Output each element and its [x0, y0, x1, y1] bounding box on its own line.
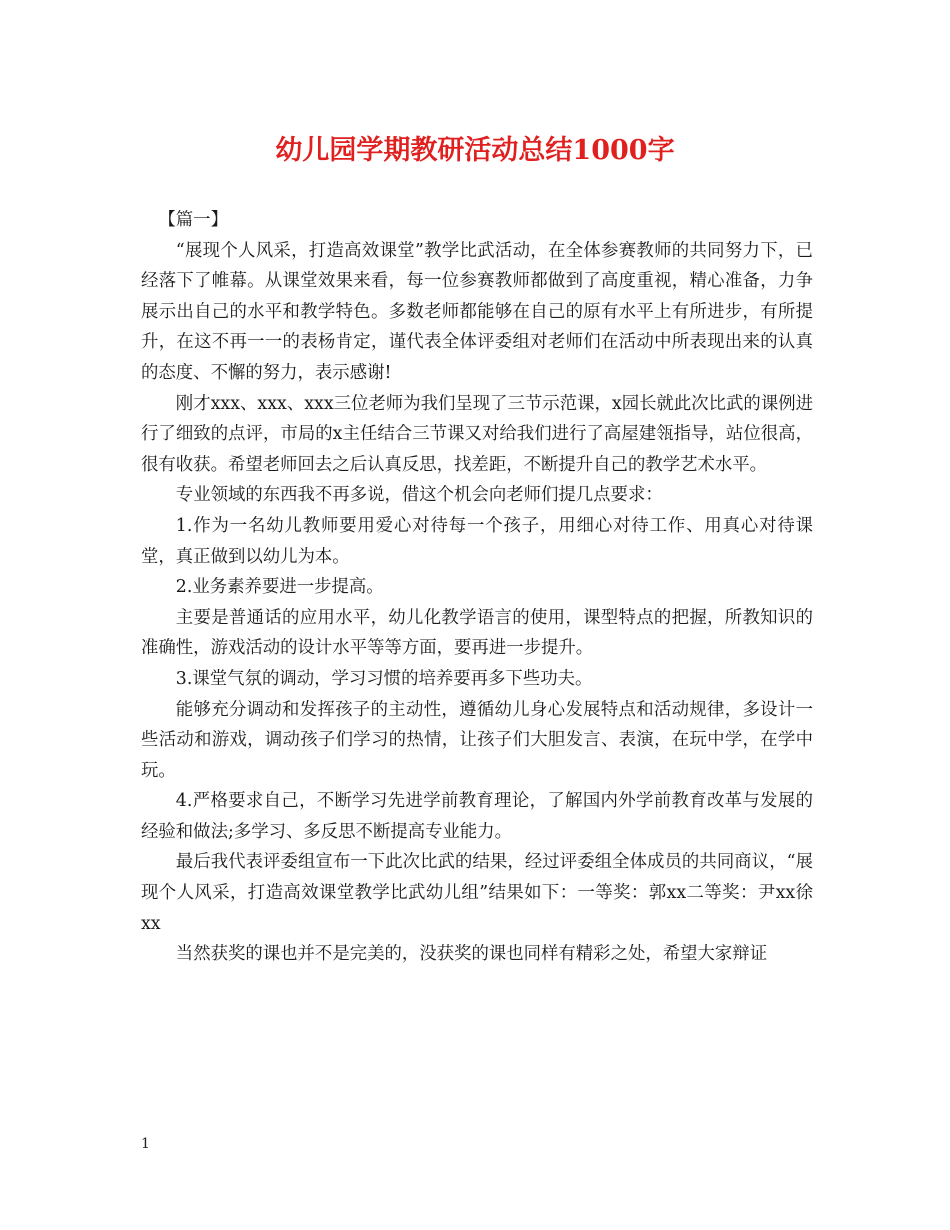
paragraph: 1.作为一名幼儿教师要用爱心对待每一个孩子，用细心对待工作、用真心对待课堂，真正做到以幼儿为本。 — [141, 515, 813, 567]
document-body — [141, 205, 813, 970]
paragraph: 2.业务素养要进一步提高。 — [175, 577, 384, 598]
page-number: 1 — [141, 1136, 150, 1152]
paragraph: 当然获奖的课也并不是完美的，没获奖的课也同样有精彩之处，希望大家辩证 — [175, 944, 768, 965]
paragraph: 3.课堂气氛的调动，学习习惯的培养要再多下些功夫。 — [175, 668, 593, 689]
document-title: 幼儿园学期教研活动总结1000字 — [275, 135, 675, 166]
paragraph: 主要是普通话的应用水平，幼儿化教学语言的使用，课型特点的把握，所教知识的准确性，游戏活动的设计水平等等方面，要再进一步提升。 — [141, 607, 813, 659]
paragraph: 刚才xxx、xxx、xxx三位老师为我们呈现了三节示范课，x园长就此次比武的课例进行了细致的点评，市局的x主任结合三节课又对给我们进行了高屋建瓴指导，站位很高，很有收获。希望老师回去之后认真反思，找差距，不断提升自己的教学艺术水平。 — [141, 393, 813, 475]
paragraph: 能够充分调动和发挥孩子的主动性，遵循幼儿身心发展特点和活动规律，多设计一些活动和游戏，调动孩子们学习的热情，让孩子们大胆发言、表演，在玩中学，在学中玩。 — [141, 699, 813, 781]
section-heading: 【篇一】 — [158, 210, 228, 230]
paragraph: 最后我代表评委组宣布一下此次比武的结果，经过评委组全体成员的共同商议，“展现个人风采，打造高效课堂教学比武幼儿组”结果如下：一等奖：郭xx二等奖：尹xx徐xx — [141, 852, 813, 934]
paragraph: “展现个人风采，打造高效课堂”教学比武活动，在全体参赛教师的共同努力下，已经落下了帷幕。从课堂效果来看，每一位参赛教师都做到了高度重视，精心准备，力争展示出自己的水平和教学特色。多数老师都能够在自己的原有水平上有所进步，有所提升，在这不再一一的表杨肯定，谨代表全体评委组对老师们在活动中所表现出来的认真的态度、不懈的努力，表示感谢! — [141, 240, 813, 383]
paragraph: 专业领域的东西我不再多说，借这个机会向老师们提几点要求： — [175, 485, 663, 506]
paragraph: 4.严格要求自己，不断学习先进学前教育理论，了解国内外学前教育改革与发展的经验和做法;多学习、多反思不断提高专业能力。 — [141, 791, 813, 842]
